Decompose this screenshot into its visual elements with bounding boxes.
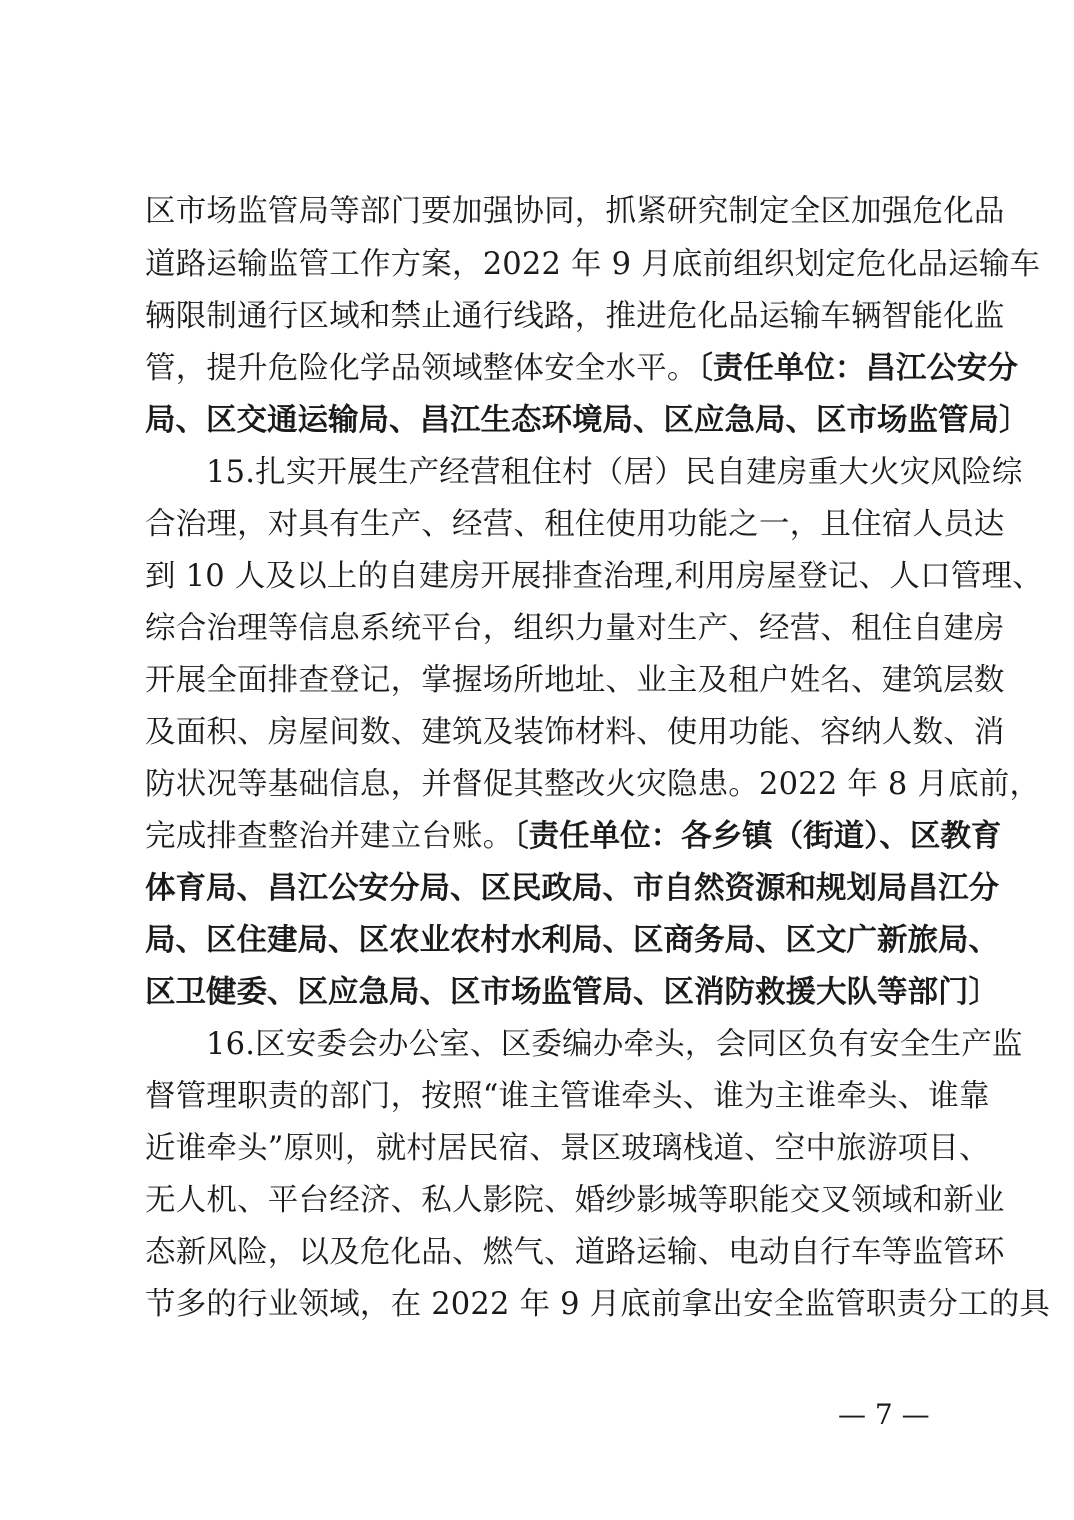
text-line xyxy=(145,1124,990,1174)
text-line xyxy=(145,1072,990,1122)
line-text: 到 10 人及以上的自建房开展排查治理,利用房屋登记、人口管理、 xyxy=(145,559,1043,594)
line-text: 开展全面排查登记，掌握场所地址、业主及租户姓名、建筑层数 xyxy=(145,663,1005,698)
responsible-units-text: 〔责任单位：昌江公安分 xyxy=(697,351,1018,386)
text-line xyxy=(145,812,1002,862)
line-text: 态新风险，以及危化品、燃气、道路运输、电动自行车等监管环 xyxy=(145,1235,1005,1270)
responsible-units-text: 体育局、昌江公安分局、区民政局、市自然资源和规划局昌江分 xyxy=(145,871,999,906)
text-line xyxy=(145,916,999,966)
responsible-units-text: 区卫健委、区应急局、区市场监管局、区消防救援大队等部门〕 xyxy=(145,975,999,1010)
text-line xyxy=(145,604,1005,654)
line-text: 15.扎实开展生产经营租住村（居）民自建房重大火灾风险综 xyxy=(206,455,1023,490)
line-text: 综合治理等信息系统平台，组织力量对生产、经营、租住自建房 xyxy=(145,611,1005,646)
text-line xyxy=(145,187,1005,237)
line-text: 近谁牵头”原则，就村居民宿、景区玻璃栈道、空中旅游项目、 xyxy=(145,1131,990,1166)
page-number: — 7 — xyxy=(838,1398,930,1431)
line-text: 无人机、平台经济、私人影院、婚纱影城等职能交叉领域和新业 xyxy=(145,1183,1005,1218)
line-text: 管，提升危险化学品领域整体安全水平。 xyxy=(145,351,698,386)
line-text: 合治理，对具有生产、经营、租住使用功能之一，且住宿人员达 xyxy=(145,507,1005,542)
text-line xyxy=(145,968,999,1018)
text-line xyxy=(145,344,1018,394)
text-line xyxy=(145,1176,1005,1226)
text-line xyxy=(145,864,999,914)
responsible-units-text: 〔责任单位：各乡镇（街道）、区教育 xyxy=(513,819,1002,854)
line-text: 区市场监管局等部门要加强协同，抓紧研究制定全区加强危化品 xyxy=(145,194,1005,229)
text-line xyxy=(145,552,1043,602)
text-line xyxy=(145,500,1005,550)
item-16-first-line xyxy=(206,1020,1023,1070)
text-line xyxy=(145,240,1041,290)
line-text: 及面积、房屋间数、建筑及装饰材料、使用功能、容纳人数、消 xyxy=(145,715,1005,750)
line-text: 辆限制通行区域和禁止通行线路，推进危化品运输车辆智能化监 xyxy=(145,299,1005,334)
line-text: 16.区安委会办公室、区委编办牵头，会同区负有安全生产监 xyxy=(206,1027,1023,1062)
line-text: 完成排查整治并建立台账。 xyxy=(145,819,514,854)
line-text: 督管理职责的部门，按照“谁主管谁牵头、谁为主谁牵头、谁靠 xyxy=(145,1079,990,1114)
text-line xyxy=(145,1280,1051,1330)
text-line xyxy=(145,396,1030,446)
line-text: 节多的行业领域，在 2022 年 9 月底前拿出安全监管职责分工的具 xyxy=(145,1287,1051,1322)
text-line xyxy=(145,1228,1005,1278)
item-15-first-line xyxy=(206,448,1023,498)
text-line xyxy=(145,656,1005,706)
text-line xyxy=(145,708,1005,758)
text-line xyxy=(145,760,1041,810)
line-text: 道路运输监管工作方案，2022 年 9 月底前组织划定危化品运输车 xyxy=(145,247,1041,282)
responsible-units-text: 局、区住建局、区农业农村水利局、区商务局、区文广新旅局、 xyxy=(145,923,999,958)
responsible-units-text: 局、区交通运输局、昌江生态环境局、区应急局、区市场监管局〕 xyxy=(145,403,1030,438)
text-line xyxy=(145,292,1005,342)
line-text: 防状况等基础信息，并督促其整改火灾隐患。2022 年 8 月底前， xyxy=(145,767,1041,802)
